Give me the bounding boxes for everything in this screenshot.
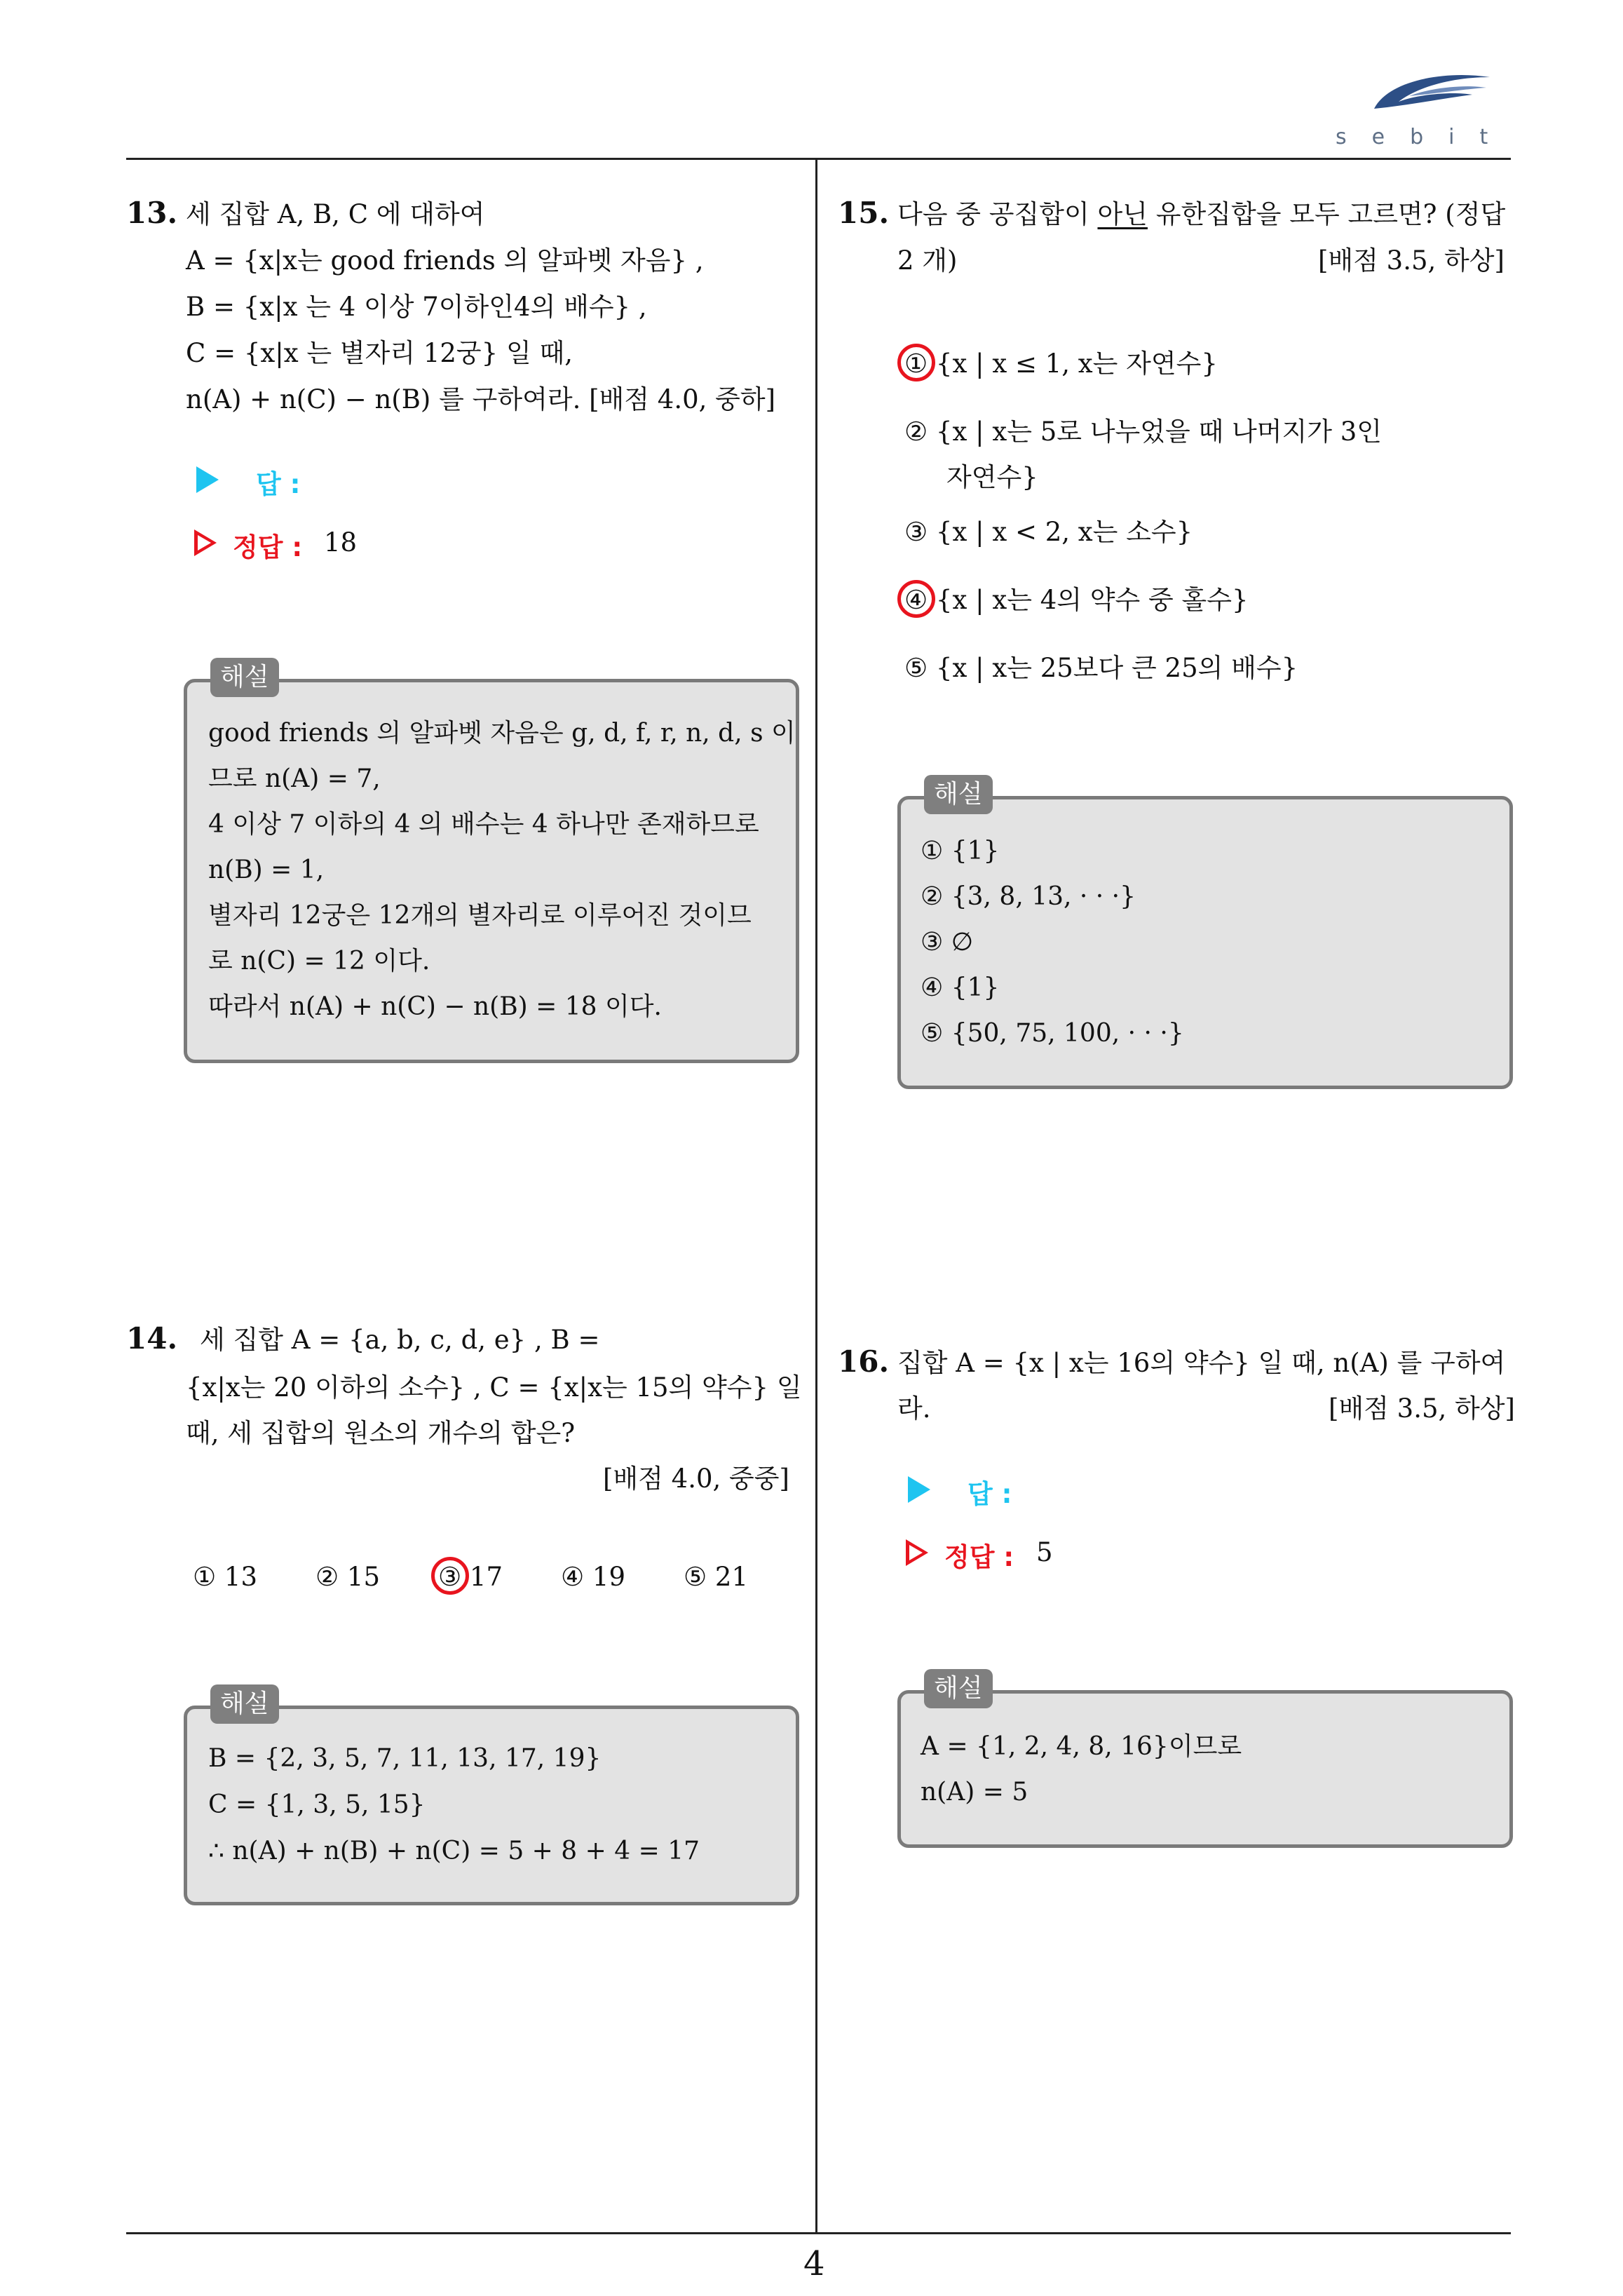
underlined-word: 아닌 [1097, 199, 1148, 229]
solution-line: 별자리 12궁은 12개의 별자리로 이루어진 것이므 [208, 901, 752, 930]
solution-line: good friends 의 알파벳 자음은 g, d, f, r, n, d, s 이 [208, 719, 796, 748]
question-text-line: B = {x|x 는 4 이상 7이하인4의 배수} , [186, 292, 647, 322]
question-text-line [897, 198, 1505, 231]
question-number: 13. [126, 196, 178, 230]
correct-value: 18 [324, 527, 358, 558]
question-text-line: 세 집합 A, B, C 에 대하여 [186, 199, 485, 229]
question-text-line: {x|x는 20 이하의 소수} , C = {x|x는 15의 약수} 일 [186, 1372, 802, 1403]
question-text-line: C = {x|x 는 별자리 12궁} 일 때, [186, 338, 573, 368]
choice-5[interactable]: ⑤ {x | x는 25보다 큰 25의 배수} [904, 653, 1298, 683]
question-text-line: 집합 A = {x | x는 16의 약수} 일 때, n(A) 를 구하여 [897, 1348, 1506, 1378]
choice-4[interactable]: ④ {x | x는 4의 약수 중 홀수} [904, 585, 1249, 615]
correct-arrow-icon [906, 1539, 928, 1566]
solution-tag: 해설 [924, 775, 993, 814]
solution-box [897, 1690, 1513, 1848]
question-text-part: 유한집합을 모두 고르면? (정답 [1147, 199, 1506, 229]
choice-3[interactable]: ③ 17 [438, 1562, 503, 1592]
choice-2[interactable]: ② 15 [315, 1562, 381, 1592]
solution-tag: 해설 [210, 1684, 279, 1724]
selected-circle-icon [897, 344, 935, 381]
selected-circle-icon [897, 580, 935, 618]
choice-4[interactable]: ④ 19 [561, 1562, 626, 1592]
correct-label: 정답 : [944, 1542, 1014, 1572]
solution-line: ① {1} [921, 837, 1000, 865]
correct-arrow-icon [194, 529, 217, 556]
solution-line: 므로 n(A) = 7, [208, 764, 381, 793]
answer-label: 답 : [967, 1479, 1012, 1509]
logo-text: sebit [1336, 125, 1514, 149]
solution-line: ② {3, 8, 13, · · ·} [921, 882, 1136, 911]
answer-label: 답 : [256, 469, 301, 499]
solution-line: 4 이상 7 이하의 4 의 배수는 4 하나만 존재하므로 [208, 810, 759, 839]
answer-arrow-icon [908, 1476, 930, 1503]
solution-line: 따라서 n(A) + n(C) − n(B) = 18 이다. [208, 992, 662, 1021]
question-score: [배점 3.5, 하상] [1318, 245, 1505, 276]
question-score: [배점 4.0, 중중] [603, 1464, 789, 1494]
page-number: 4 [803, 2244, 825, 2283]
solution-line: n(A) = 5 [921, 1778, 1028, 1807]
choice-1[interactable]: ① 13 [193, 1562, 258, 1592]
solution-line: ④ {1} [921, 973, 1000, 1002]
solution-line: C = {1, 3, 5, 15} [208, 1790, 426, 1819]
solution-tag: 해설 [924, 1669, 993, 1708]
solution-line: A = {1, 2, 4, 8, 16}이므로 [921, 1732, 1242, 1761]
question-number: 14. [126, 1321, 178, 1356]
question-number: 15. [838, 196, 890, 230]
question-text-line: 라. [897, 1393, 931, 1424]
question-score: [배점 3.5, 하상] [1329, 1393, 1515, 1424]
question-text-line: 세 집합 A = {a, b, c, d, e} , B = [200, 1325, 600, 1355]
question-text-line: n(A) + n(C) − n(B) 를 구하여라. [배점 4.0, 중하] [186, 384, 776, 414]
solution-line: ∴ n(A) + n(B) + n(C) = 5 + 8 + 4 = 17 [208, 1837, 700, 1865]
solution-line: ⑤ {50, 75, 100, · · ·} [921, 1019, 1184, 1048]
question-text-line: A = {x|x는 good friends 의 알파벳 자음} , [186, 245, 704, 276]
footer-rule [126, 2232, 1511, 2234]
question-text-line: 때, 세 집합의 원소의 개수의 합은? [186, 1418, 576, 1448]
choice-5[interactable]: ⑤ 21 [684, 1562, 749, 1592]
choice-2-continued: 자연수} [946, 462, 1038, 492]
solution-tag: 해설 [210, 658, 279, 697]
column-divider [815, 158, 817, 2234]
header-rule [126, 158, 1511, 160]
selected-circle-icon [431, 1557, 469, 1595]
correct-value: 5 [1036, 1537, 1053, 1567]
question-text-part: 다음 중 공집합이 [897, 199, 1098, 229]
sebit-logo-icon [1367, 67, 1500, 123]
question-text-line: 2 개) [897, 245, 958, 276]
question-number: 16. [838, 1344, 890, 1379]
solution-line: B = {2, 3, 5, 7, 11, 13, 17, 19} [208, 1744, 602, 1773]
choice-1[interactable]: ① {x | x ≤ 1, x는 자연수} [904, 349, 1218, 379]
choice-3[interactable]: ③ {x | x < 2, x는 소수} [904, 517, 1193, 547]
answer-arrow-icon [196, 466, 219, 493]
solution-line: n(B) = 1, [208, 856, 325, 884]
correct-label: 정답 : [233, 532, 303, 562]
choice-2[interactable]: ② {x | x는 5로 나누었을 때 나머지가 3인 [904, 417, 1382, 447]
solution-line: ③ ∅ [921, 928, 974, 957]
solution-line: 로 n(C) = 12 이다. [208, 947, 430, 975]
